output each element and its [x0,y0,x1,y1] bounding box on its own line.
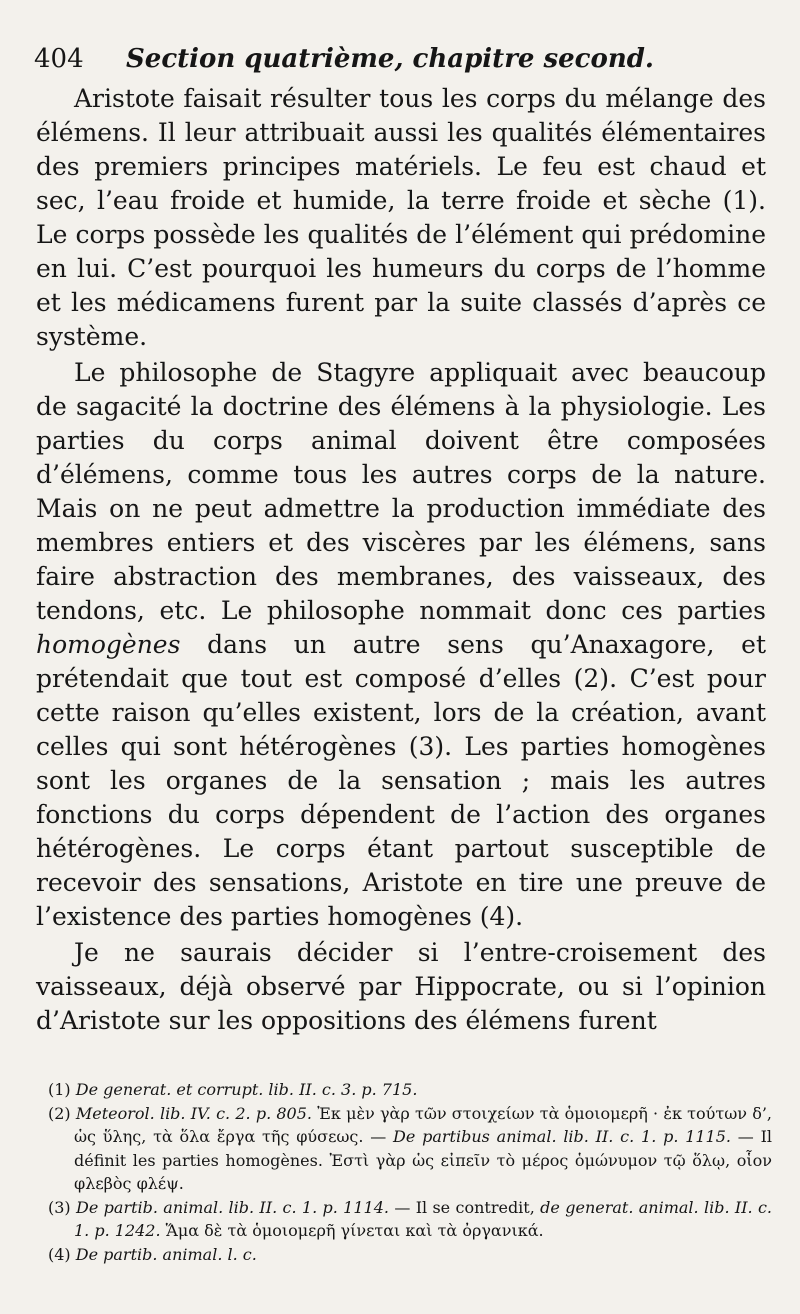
footnotes [48,1078,772,1266]
paragraph-3: Je ne saurais décider si l’entre-croisement des vaisseaux, déjà observé par Hippocrate, ou si l’opinion d’Aristote sur les oppositions des élémens furent [36,938,766,1035]
page-header [34,42,774,76]
footnote-1-reference: De generat. et corrupt. lib. II. c. 3. p. 715. [75,1080,418,1099]
footnote-4-reference: De partib. animal. l. c. [75,1244,257,1264]
paragraph-2-text-b: dans un autre sens qu’Anaxagore, et prétendait que tout est composé d’elles (2). C’est pour cette raison qu’elles existent, lors de la création, avant celles qui sont hétérogènes (3). Les parties homogènes sont les organes de la sensation ; mais les autres fonctions du corps dépendent de l’action des organes hétérogènes. Le corps étant partout susceptible de recevoir des sensations, Aristote en tire une preuve de l’existence des parties homogènes (4). [36,630,766,931]
footnote-3-reference-2: de generat. animal. lib. II. c. 1. p. 1242. [74,1197,773,1240]
footnote-3-greek-quote: Ἅμα δὲ τὰ ὁμοιομερῆ γίνεται καὶ τὰ ὀργανικά. [160,1221,544,1240]
footnote-4-marker: (4) [48,1244,76,1264]
paragraph-2 [36,356,766,934]
footnote-2-reference: Meteorol. lib. IV. c. 2. p. 805. [75,1103,312,1123]
main-text [36,82,766,1038]
paragraph-1: Aristote faisait résulter tous les corps du mélange des élémens. Il leur attribuait aussi les qualités élémentaires des premiers principes matériels. Le feu est chaud et sec, l’eau froide et humide, la terre froide et sèche (1). Le corps possède les qualités de l’élément qui prédomine en lui. C’est pourquoi les humeurs du corps de l’homme et les médicamens furent par la suite classés d’après ce système. [36,84,766,351]
footnote-3-reference: De partib. animal. lib. II. c. 1. p. 1114. [76,1197,389,1217]
footnote-2-reference-2: De partibus animal. lib. II. c. 1. p. 1115. [393,1127,731,1146]
footnote-2-greek-quote: Ἐκ μὲν γὰρ τῶν στοιχείων τὰ ὁμοιομερῆ · ἐκ τούτων δ’, ὡς ὕλης, τὰ ὅλα ἔργα τῆς φύσεως. — [74,1103,772,1146]
footnote-3 [48,1196,772,1243]
paragraph-2-emphasis: homogènes [36,630,181,659]
footnote-2-marker: (2) [48,1103,76,1123]
footnote-3-marker: (3) [48,1197,77,1217]
running-title: Section quatrième, chapitre second. [126,44,654,74]
footnote-1 [48,1078,772,1102]
page-number: 404 [34,44,84,74]
footnote-1-marker: (1) [48,1080,76,1099]
footnote-3-text: — Il se contredit, [389,1197,541,1217]
footnote-2-text: — Il définit les parties homogènes. Ἐστὶ γὰρ ὡς εἰπεῖν τὸ μέρος ὁμώνυμον τῷ ὅλῳ, οἷον φλεβὸς φλέψ. [74,1127,773,1193]
footnote-2 [48,1102,772,1196]
paragraph-2-text-a: Le philosophe de Stagyre appliquait avec beaucoup de sagacité la doctrine des élémens à la physiologie. Les parties du corps animal doivent être composées d’élémens, comme tous les autres corps de la nature. Mais on ne peut admettre la production immédiate des membres entiers et des viscères par les élémens, sans faire abstraction des membranes, des vaisseaux, des tendons, etc. Le philosophe nommait donc ces parties [36,358,766,625]
footnote-4 [48,1243,772,1267]
